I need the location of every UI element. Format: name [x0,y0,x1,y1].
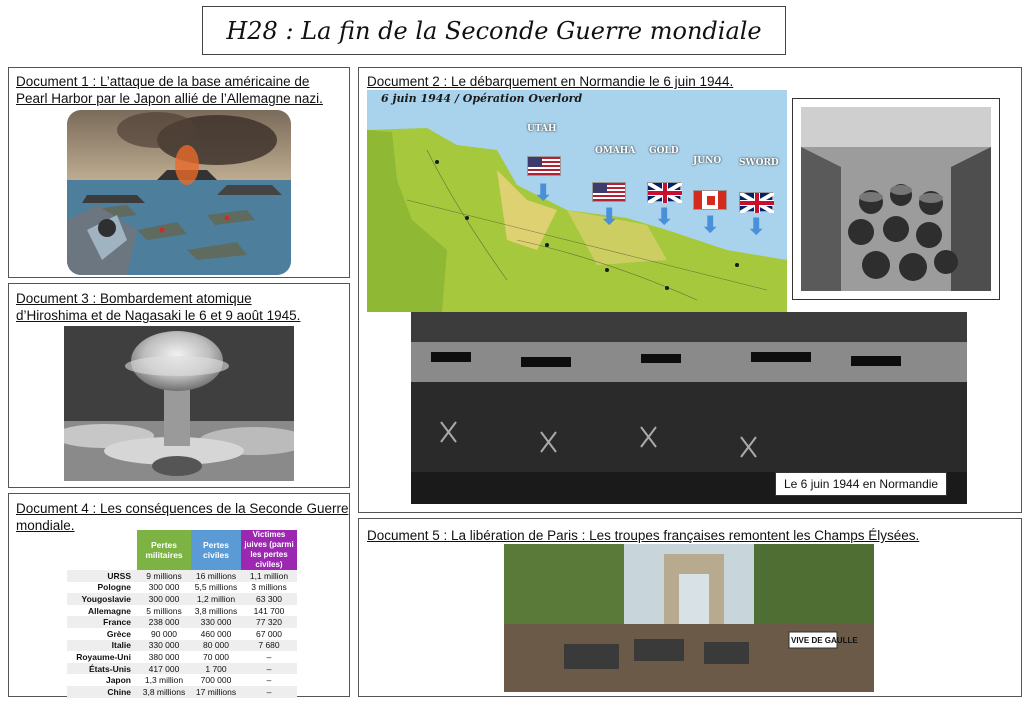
liberation-paris-photo [504,544,874,692]
civil-cell: 700 000 [200,675,232,686]
war-losses-table-body [67,570,297,698]
uk-flag-icon [739,192,773,212]
document-2-panel [358,67,1022,513]
table-row [67,651,297,663]
arrow-down-icon: ⬇ [701,212,720,237]
table-header-row [67,530,297,570]
canada-flag-icon [693,190,727,210]
jewish-cell: 7 680 [241,640,297,652]
military-cell: 380 000 [148,651,180,662]
country-cell: Grèce [106,628,131,639]
table-row [67,605,297,617]
table-row [67,570,297,582]
arrow-down-icon: ⬇ [655,204,674,229]
document-5-caption: Document 5 : La libération de Paris : Les troupes françaises remontent les Champs Élysées. [367,528,920,543]
document-1-caption-line2: Pearl Harbor par le Japon allié de l’Allemagne nazi. [16,91,323,106]
military-cell: 417 000 [137,663,191,675]
jewish-cell: 77 320 [241,616,297,628]
jewish-cell: 141 700 [253,605,285,616]
page-title: H28 : La fin de la Seconde Guerre mondiale [226,16,762,45]
table-row [67,616,297,628]
mushroom-cloud-photo [64,326,294,481]
civil-cell: 460 000 [200,628,232,639]
header-spacer [67,530,137,570]
military-cell: 330 000 [137,640,191,652]
table-row [67,628,297,640]
country-cell: Royaume-Uni [76,651,131,662]
jewish-cell: – [266,675,272,686]
vive-de-gaulle-banner: VIVE DE GAULLE [791,636,858,645]
document-1-panel [8,67,350,278]
civil-cell: 1 700 [191,663,241,675]
civil-cell: 330 000 [191,616,241,628]
civil-cell: 16 millions [191,570,241,582]
us-flag-icon [527,156,561,176]
normandy-beach-photo [411,312,967,504]
country-cell: États-Unis [67,663,137,675]
beach-label-sword: SWORD [739,158,779,168]
header-military: Pertes militaires [137,530,191,570]
civil-cell: 80 000 [191,640,241,652]
landing-craft-photo [801,107,991,291]
military-cell: 5 millions [146,605,182,616]
landing-craft-photo-frame [792,98,1000,300]
arrow-down-icon: ⬇ [534,180,553,205]
country-cell: Chine [67,686,137,698]
jewish-cell: 3 millions [251,582,287,593]
beach-label-omaha: OMAHA [595,146,636,156]
table-row [67,640,297,652]
pearl-harbor-illustration [67,110,291,275]
document-2-caption: Document 2 : Le débarquement en Normandie le 6 juin 1944. [367,74,734,89]
document-3-panel [8,283,350,488]
jewish-cell: 67 000 [256,628,282,639]
jewish-cell: – [241,663,297,675]
beach-label-juno: JUNO [693,156,722,166]
uk-flag-icon [647,182,681,202]
civil-cell: 5,5 millions [194,582,238,593]
jewish-cell: – [241,686,297,698]
table-row [67,663,297,675]
jewish-cell: 63 300 [241,593,297,605]
document-4-caption-line2: mondiale. [16,518,75,533]
overlord-map [367,90,787,312]
jewish-cell: 1,1 million [241,570,297,582]
jewish-cell: – [266,651,272,662]
table-row [67,674,297,686]
document-4-caption-line1: Document 4 : Les conséquences de la Seconde Guerre [16,501,349,516]
arrow-down-icon: ⬇ [600,204,619,229]
civil-cell: 70 000 [203,651,229,662]
document-4-panel [8,493,350,697]
military-cell: 90 000 [151,628,177,639]
country-cell: URSS [67,570,137,582]
table-row [67,582,297,594]
table-row [67,686,297,698]
page-title-box [202,6,786,55]
document-3-caption-line1: Document 3 : Bombardement atomique [16,291,252,306]
table-row [67,593,297,605]
civil-cell: 3,8 millions [194,605,238,616]
document-5-panel [358,518,1022,697]
country-cell: Yougoslavie [67,593,137,605]
military-cell: 300 000 [148,582,180,593]
civil-cell: 1,2 million [191,593,241,605]
country-cell: Italie [67,640,137,652]
country-cell: France [67,616,137,628]
military-cell: 238 000 [137,616,191,628]
country-cell: Allemagne [88,605,131,616]
arrow-down-icon: ⬇ [747,214,766,239]
military-cell: 9 millions [137,570,191,582]
beach-label-gold: GOLD [649,146,679,156]
country-cell: Japon [105,675,131,686]
civil-cell: 17 millions [191,686,241,698]
document-1-caption-line1: Document 1 : L’attaque de la base américaine de [16,74,310,89]
country-cell: Pologne [97,582,131,593]
war-losses-table [67,530,297,698]
map-title: 6 juin 1944 / Opération Overlord [381,92,583,105]
header-civil: Pertes civiles [191,530,241,570]
military-cell: 300 000 [137,593,191,605]
header-jewish: Victimes juives (parmi les pertes civiles) [241,530,297,570]
military-cell: 3,8 millions [137,686,191,698]
document-3-caption-line2: d’Hiroshima et de Nagasaki le 6 et 9 août 1945. [16,308,301,323]
beach-label-utah: UTAH [527,124,557,134]
beach-photo-caption: Le 6 juin 1944 en Normandie [775,472,947,496]
us-flag-icon [592,182,626,202]
military-cell: 1,3 million [144,675,184,686]
